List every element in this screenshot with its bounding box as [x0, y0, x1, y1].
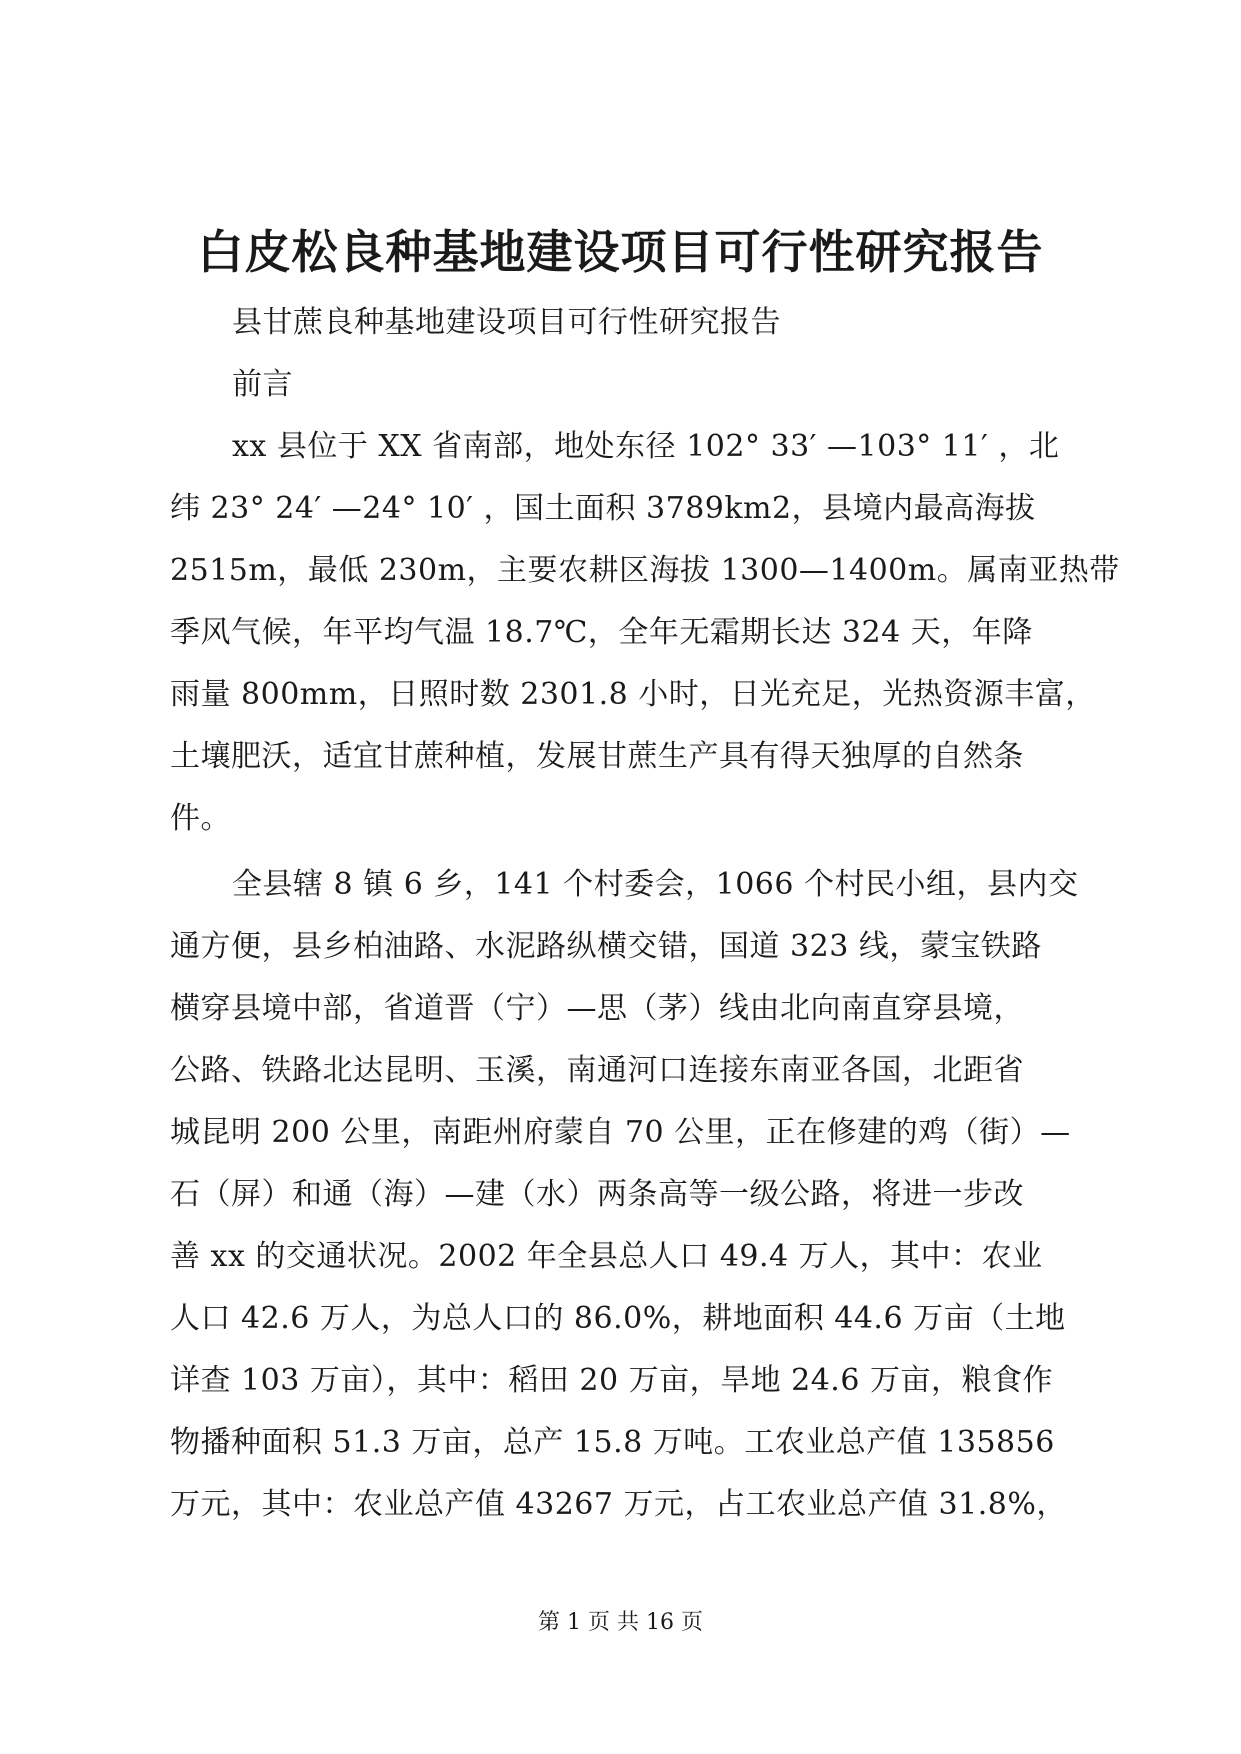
document-body: [170, 292, 1120, 1536]
paragraph-line: 善 xx 的交通状况。2002 年全县总人口 49.4 万人，其中：农业: [170, 1239, 1043, 1274]
paragraph-1: [170, 416, 1120, 850]
page-footer: 第 1 页 共 16 页: [538, 1610, 703, 1635]
paragraph-line: 人口 42.6 万人，为总人口的 86.0%，耕地面积 44.6 万亩（土地: [170, 1301, 1066, 1336]
paragraph-line: 城昆明 200 公里，南距州府蒙自 70 公里，正在修建的鸡（街）—: [170, 1115, 1071, 1150]
paragraph-line: 横穿县境中部，省道晋（宁）—思（茅）线由北向南直穿县境，: [170, 991, 1024, 1026]
paragraph-2: [170, 854, 1082, 1536]
document-subtitle: 县甘蔗良种基地建设项目可行性研究报告: [232, 305, 781, 340]
paragraph-line: 万元，其中：农业总产值 43267 万元，占工农业总产值 31.8%，: [170, 1487, 1067, 1522]
paragraph-line: 土壤肥沃，适宜甘蔗种植，发展甘蔗生产具有得天独厚的自然条: [170, 739, 1024, 774]
paragraph-line: 详查 103 万亩），其中：稻田 20 万亩，旱地 24.6 万亩，粮食作: [170, 1363, 1053, 1398]
paragraph-line: 2515m，最低 230m，主要农耕区海拔 1300—1400m。属南亚热带: [170, 553, 1120, 588]
document-title: 白皮松良种基地建设项目可行性研究报告: [197, 225, 1044, 279]
paragraph-line: 物播种面积 51.3 万亩，总产 15.8 万吨。工农业总产值 135856: [170, 1425, 1055, 1460]
paragraph-line: 石（屏）和通（海）—建（水）两条高等一级公路，将进一步改: [170, 1177, 1024, 1212]
paragraph-line: 公路、铁路北达昆明、玉溪，南通河口连接东南亚各国，北距省: [170, 1053, 1024, 1088]
paragraph-line: 件。: [170, 801, 231, 836]
paragraph-line: 雨量 800mm，日照时数 2301.8 小时，日光充足，光热资源丰富，: [170, 677, 1096, 712]
paragraph-line: xx 县位于 XX 省南部，地处东径 102° 33′ —103° 11′ ，北: [232, 429, 1060, 464]
preface-heading: 前言: [232, 367, 293, 402]
paragraph-line: 纬 23° 24′ —24° 10′ ，国土面积 3789km2，县境内最高海拔: [170, 491, 1036, 526]
paragraph-line: 季风气候，年平均气温 18.7℃，全年无霜期长达 324 天，年降: [170, 615, 1033, 650]
paragraph-line: 通方便，县乡柏油路、水泥路纵横交错，国道 323 线，蒙宝铁路: [170, 929, 1042, 964]
paragraph-line: 全县辖 8 镇 6 乡，141 个村委会，1066 个村民小组，县内交: [232, 867, 1079, 902]
